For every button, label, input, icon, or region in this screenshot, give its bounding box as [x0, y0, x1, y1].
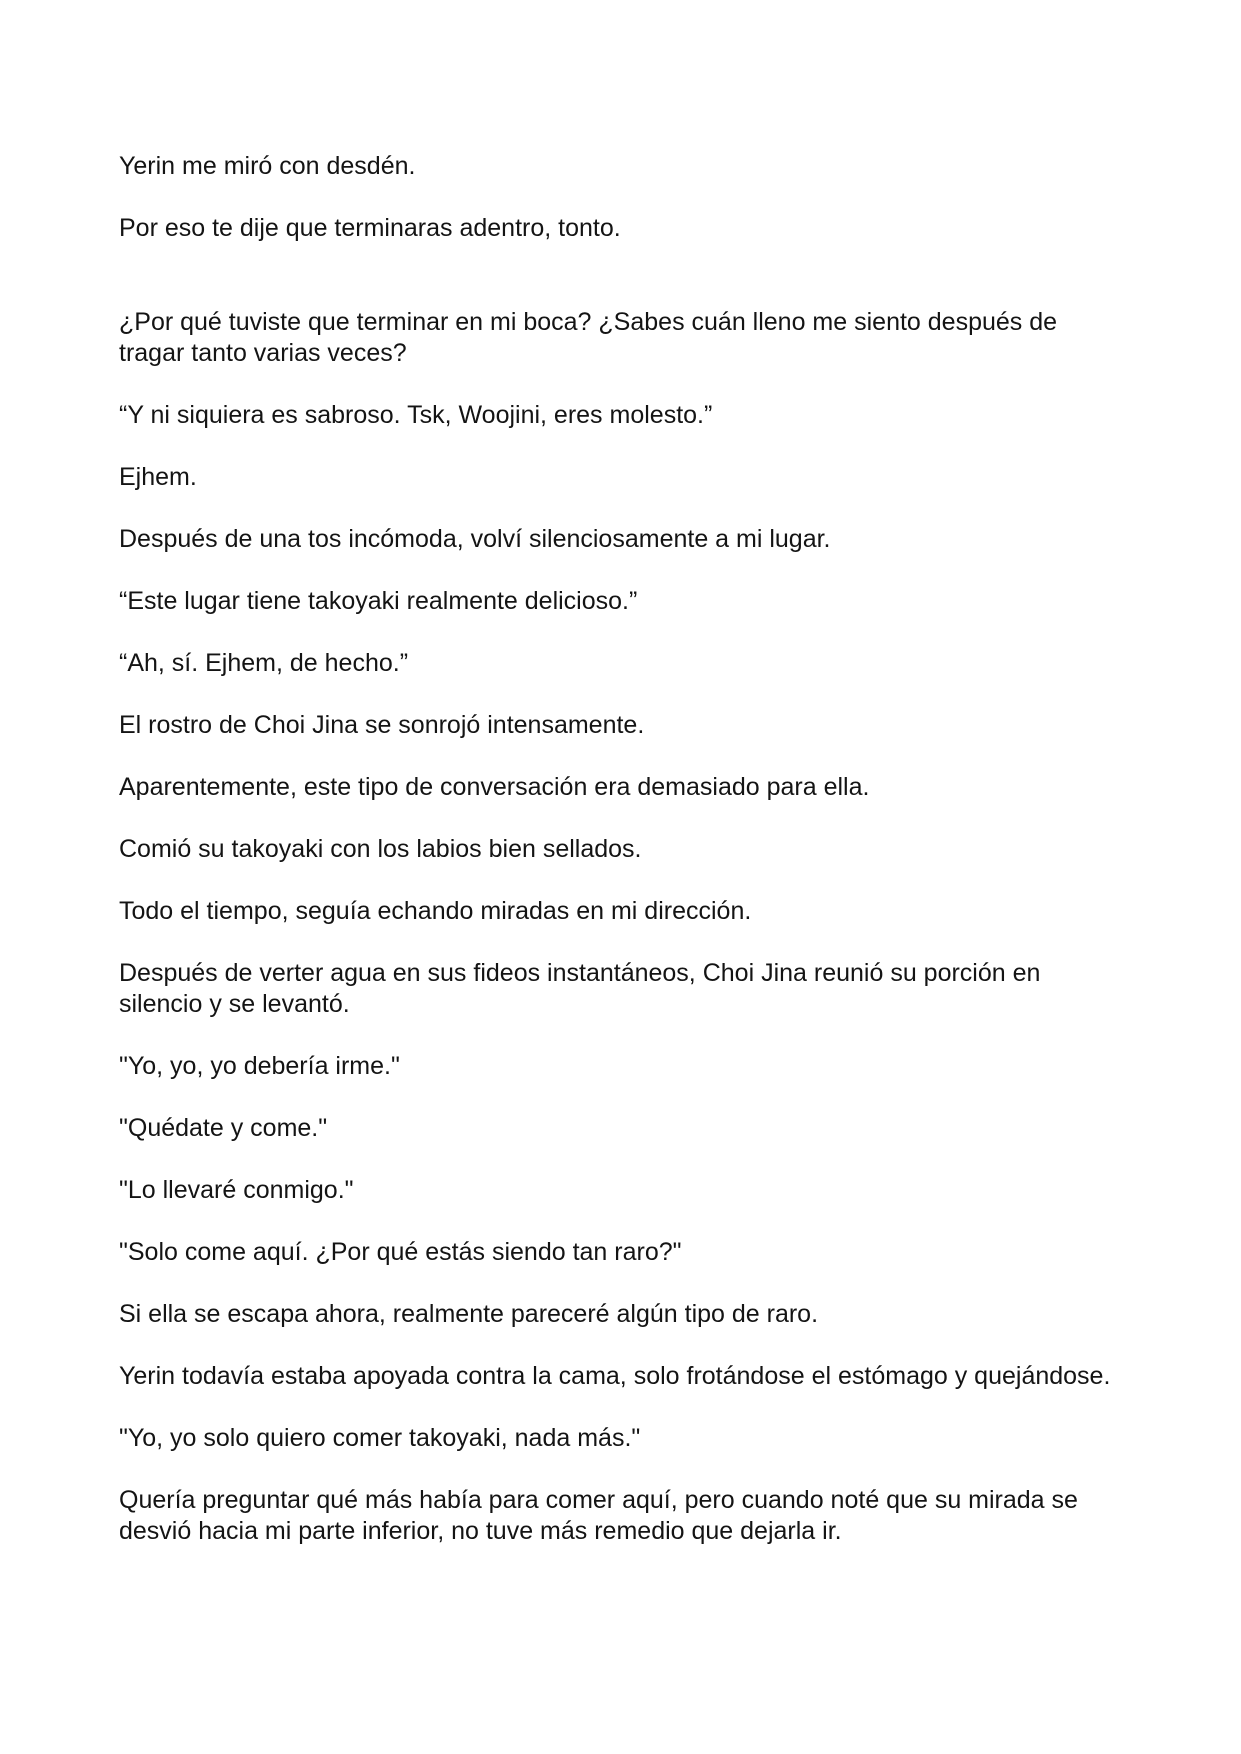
- paragraph: Por eso te dije que terminaras adentro, tonto.: [119, 214, 621, 242]
- paragraph: El rostro de Choi Jina se sonrojó intensamente.: [119, 711, 645, 739]
- paragraph: "Solo come aquí. ¿Por qué estás siendo tan raro?": [119, 1238, 682, 1266]
- paragraph: "Yo, yo solo quiero comer takoyaki, nada más.": [119, 1424, 641, 1452]
- paragraph: Comió su takoyaki con los labios bien sellados.: [119, 835, 642, 863]
- paragraph: Yerin me miró con desdén.: [119, 152, 416, 180]
- paragraph: Después de una tos incómoda, volví silenciosamente a mi lugar.: [119, 525, 831, 553]
- paragraph: Ejhem.: [119, 463, 197, 491]
- paragraph: Aparentemente, este tipo de conversación era demasiado para ella.: [119, 773, 870, 801]
- paragraph: Todo el tiempo, seguía echando miradas en mi dirección.: [119, 897, 752, 925]
- paragraph: "Lo llevaré conmigo.": [119, 1176, 354, 1204]
- paragraph: Quería preguntar qué más había para comer aquí, pero cuando noté que su mirada se desvió hacia mi parte inferior, no tuve más remedio que dejarla ir.: [119, 1486, 1078, 1545]
- paragraph: “Este lugar tiene takoyaki realmente delicioso.”: [119, 587, 638, 615]
- paragraph: Yerin todavía estaba apoyada contra la cama, solo frotándose el estómago y quejándose.: [119, 1362, 1111, 1390]
- paragraph: Si ella se escapa ahora, realmente pareceré algún tipo de raro.: [119, 1300, 819, 1328]
- document-body: [119, 151, 1129, 1578]
- paragraph: “Y ni siquiera es sabroso. Tsk, Woojini, eres molesto.”: [119, 401, 713, 429]
- paragraph: Después de verter agua en sus fideos instantáneos, Choi Jina reunió su porción en silencio y se levantó.: [119, 959, 1041, 1018]
- paragraph: ¿Por qué tuviste que terminar en mi boca? ¿Sabes cuán lleno me siento después de tragar tanto varias veces?: [119, 308, 1058, 367]
- paragraph: “Ah, sí. Ejhem, de hecho.”: [119, 649, 409, 677]
- paragraph: "Quédate y come.": [119, 1114, 328, 1142]
- paragraph: "Yo, yo, yo debería irme.": [119, 1052, 400, 1080]
